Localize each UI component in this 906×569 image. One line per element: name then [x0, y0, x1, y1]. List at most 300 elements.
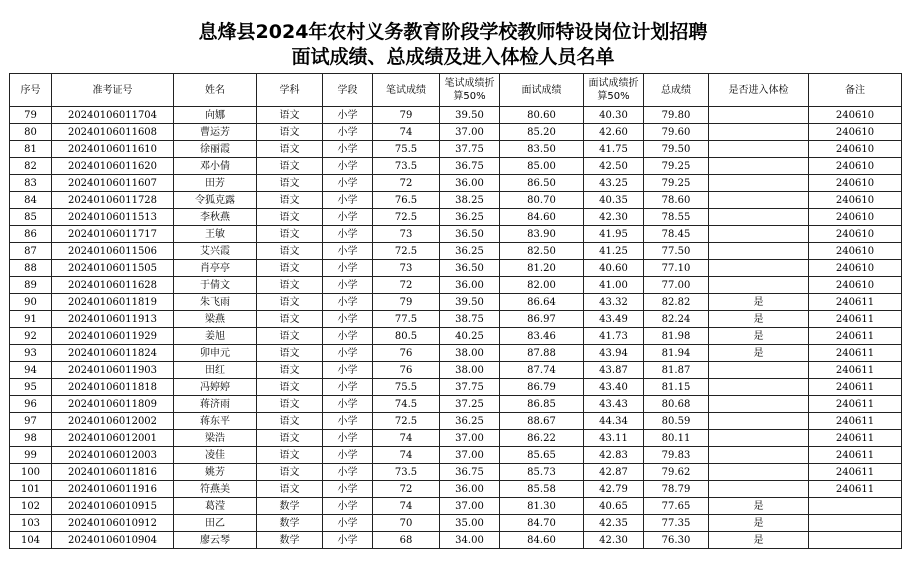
cell-total-score: 81.15 [644, 379, 709, 396]
cell-note: 240611 [809, 447, 902, 464]
cell-interview-score: 86.97 [500, 311, 584, 328]
cell-seq: 89 [10, 277, 52, 294]
table-row [10, 226, 902, 243]
cell-medical-check [709, 175, 809, 192]
cell-interview-score: 83.50 [500, 141, 584, 158]
cell-interview-pct: 43.87 [584, 362, 644, 379]
table-row [10, 430, 902, 447]
header-seq: 序号 [10, 74, 52, 107]
cell-stage: 小学 [323, 192, 373, 209]
table-row [10, 345, 902, 362]
cell-written-score: 75.5 [373, 141, 440, 158]
cell-interview-pct: 43.40 [584, 379, 644, 396]
cell-stage: 小学 [323, 124, 373, 141]
cell-total-score: 78.60 [644, 192, 709, 209]
cell-interview-pct: 41.73 [584, 328, 644, 345]
cell-written-pct: 36.25 [440, 243, 500, 260]
cell-medical-check [709, 124, 809, 141]
table-row [10, 362, 902, 379]
cell-written-pct: 36.00 [440, 175, 500, 192]
cell-name: 符燕美 [174, 481, 257, 498]
header-exam-id: 准考证号 [52, 74, 174, 107]
cell-seq: 94 [10, 362, 52, 379]
cell-interview-pct: 42.83 [584, 447, 644, 464]
cell-written-score: 70 [373, 515, 440, 532]
cell-subject: 语文 [257, 328, 323, 345]
cell-stage: 小学 [323, 328, 373, 345]
cell-written-pct: 37.00 [440, 498, 500, 515]
cell-written-pct: 37.00 [440, 447, 500, 464]
cell-written-score: 76 [373, 345, 440, 362]
cell-written-pct: 34.00 [440, 532, 500, 549]
cell-name: 冯婷婷 [174, 379, 257, 396]
cell-written-score: 72.5 [373, 243, 440, 260]
cell-note: 240611 [809, 413, 902, 430]
cell-name: 令狐克露 [174, 192, 257, 209]
cell-written-score: 75.5 [373, 379, 440, 396]
table-row [10, 260, 902, 277]
table-row [10, 515, 902, 532]
cell-seq: 104 [10, 532, 52, 549]
cell-interview-score: 81.20 [500, 260, 584, 277]
cell-name: 廖云琴 [174, 532, 257, 549]
cell-subject: 语文 [257, 192, 323, 209]
cell-stage: 小学 [323, 226, 373, 243]
cell-total-score: 82.82 [644, 294, 709, 311]
cell-stage: 小学 [323, 515, 373, 532]
cell-stage: 小学 [323, 447, 373, 464]
cell-name: 卯申元 [174, 345, 257, 362]
table-row [10, 498, 902, 515]
cell-written-score: 73 [373, 260, 440, 277]
cell-medical-check [709, 447, 809, 464]
table-row [10, 124, 902, 141]
cell-subject: 语文 [257, 447, 323, 464]
header-note: 备注 [809, 74, 902, 107]
cell-interview-pct: 40.60 [584, 260, 644, 277]
cell-interview-pct: 41.25 [584, 243, 644, 260]
cell-interview-score: 86.64 [500, 294, 584, 311]
cell-total-score: 79.50 [644, 141, 709, 158]
cell-written-score: 79 [373, 107, 440, 124]
cell-name: 姜旭 [174, 328, 257, 345]
cell-written-score: 72 [373, 481, 440, 498]
cell-name: 王敏 [174, 226, 257, 243]
cell-subject: 数学 [257, 515, 323, 532]
cell-seq: 101 [10, 481, 52, 498]
cell-written-pct: 40.25 [440, 328, 500, 345]
cell-interview-pct: 43.94 [584, 345, 644, 362]
cell-subject: 语文 [257, 226, 323, 243]
cell-seq: 100 [10, 464, 52, 481]
cell-seq: 87 [10, 243, 52, 260]
cell-written-pct: 36.75 [440, 158, 500, 175]
cell-medical-check [709, 192, 809, 209]
cell-note: 240611 [809, 396, 902, 413]
cell-total-score: 77.10 [644, 260, 709, 277]
cell-exam-id: 20240106012002 [52, 413, 174, 430]
cell-total-score: 82.24 [644, 311, 709, 328]
cell-name: 田芳 [174, 175, 257, 192]
cell-interview-pct: 43.32 [584, 294, 644, 311]
cell-subject: 数学 [257, 498, 323, 515]
cell-interview-pct: 40.35 [584, 192, 644, 209]
cell-note: 240610 [809, 243, 902, 260]
cell-total-score: 79.25 [644, 158, 709, 175]
cell-subject: 语文 [257, 311, 323, 328]
cell-name: 曹运芳 [174, 124, 257, 141]
cell-note: 240611 [809, 311, 902, 328]
cell-seq: 96 [10, 396, 52, 413]
cell-written-score: 74 [373, 447, 440, 464]
cell-seq: 82 [10, 158, 52, 175]
table-row [10, 532, 902, 549]
cell-written-score: 76.5 [373, 192, 440, 209]
cell-seq: 88 [10, 260, 52, 277]
table-row [10, 175, 902, 192]
cell-note: 240610 [809, 226, 902, 243]
cell-seq: 95 [10, 379, 52, 396]
cell-subject: 语文 [257, 243, 323, 260]
cell-medical-check: 是 [709, 532, 809, 549]
cell-name: 李秋燕 [174, 209, 257, 226]
cell-seq: 98 [10, 430, 52, 447]
cell-interview-score: 87.74 [500, 362, 584, 379]
cell-written-pct: 38.25 [440, 192, 500, 209]
cell-medical-check: 是 [709, 515, 809, 532]
cell-exam-id: 20240106011506 [52, 243, 174, 260]
table-row [10, 209, 902, 226]
cell-interview-pct: 40.65 [584, 498, 644, 515]
cell-written-pct: 36.00 [440, 481, 500, 498]
table-row [10, 107, 902, 124]
cell-written-pct: 38.00 [440, 345, 500, 362]
cell-subject: 语文 [257, 141, 323, 158]
cell-exam-id: 20240106011728 [52, 192, 174, 209]
cell-written-score: 72 [373, 277, 440, 294]
cell-exam-id: 20240106011608 [52, 124, 174, 141]
cell-subject: 语文 [257, 209, 323, 226]
cell-name: 朱飞雨 [174, 294, 257, 311]
cell-interview-pct: 42.50 [584, 158, 644, 175]
cell-medical-check [709, 464, 809, 481]
cell-name: 邓小倩 [174, 158, 257, 175]
cell-exam-id: 20240106011704 [52, 107, 174, 124]
cell-stage: 小学 [323, 277, 373, 294]
cell-total-score: 79.62 [644, 464, 709, 481]
cell-subject: 语文 [257, 260, 323, 277]
cell-written-pct: 36.00 [440, 277, 500, 294]
cell-seq: 85 [10, 209, 52, 226]
cell-subject: 语文 [257, 277, 323, 294]
cell-total-score: 81.98 [644, 328, 709, 345]
cell-written-score: 77.5 [373, 311, 440, 328]
cell-interview-pct: 41.75 [584, 141, 644, 158]
cell-seq: 97 [10, 413, 52, 430]
cell-exam-id: 20240106011809 [52, 396, 174, 413]
header-interview-pct-line2: 算50% [597, 91, 630, 102]
table-row [10, 447, 902, 464]
cell-subject: 语文 [257, 430, 323, 447]
cell-written-score: 68 [373, 532, 440, 549]
cell-seq: 91 [10, 311, 52, 328]
cell-interview-pct: 41.00 [584, 277, 644, 294]
cell-total-score: 79.80 [644, 107, 709, 124]
cell-interview-score: 84.60 [500, 209, 584, 226]
cell-name: 葛滢 [174, 498, 257, 515]
cell-exam-id: 20240106011628 [52, 277, 174, 294]
cell-medical-check [709, 260, 809, 277]
cell-exam-id: 20240106012001 [52, 430, 174, 447]
cell-exam-id: 20240106011819 [52, 294, 174, 311]
cell-interview-score: 82.00 [500, 277, 584, 294]
cell-interview-score: 80.60 [500, 107, 584, 124]
cell-interview-pct: 42.87 [584, 464, 644, 481]
results-table [9, 73, 902, 549]
cell-subject: 语文 [257, 175, 323, 192]
cell-exam-id: 20240106011824 [52, 345, 174, 362]
cell-interview-pct: 43.25 [584, 175, 644, 192]
header-written-pct-line1: 笔试成绩折 [444, 78, 495, 89]
cell-written-score: 74 [373, 430, 440, 447]
cell-interview-pct: 40.30 [584, 107, 644, 124]
cell-stage: 小学 [323, 294, 373, 311]
cell-stage: 小学 [323, 430, 373, 447]
cell-stage: 小学 [323, 379, 373, 396]
cell-subject: 语文 [257, 158, 323, 175]
cell-exam-id: 20240106011913 [52, 311, 174, 328]
cell-written-pct: 38.00 [440, 362, 500, 379]
table-row [10, 328, 902, 345]
cell-name: 田红 [174, 362, 257, 379]
cell-note: 240611 [809, 345, 902, 362]
cell-medical-check [709, 158, 809, 175]
table-row [10, 413, 902, 430]
cell-stage: 小学 [323, 158, 373, 175]
cell-medical-check: 是 [709, 498, 809, 515]
cell-written-pct: 38.75 [440, 311, 500, 328]
cell-total-score: 78.55 [644, 209, 709, 226]
cell-written-score: 72.5 [373, 209, 440, 226]
cell-interview-score: 86.79 [500, 379, 584, 396]
cell-interview-pct: 42.30 [584, 532, 644, 549]
cell-interview-score: 85.20 [500, 124, 584, 141]
cell-seq: 103 [10, 515, 52, 532]
header-interview-pct [584, 74, 644, 107]
cell-medical-check [709, 243, 809, 260]
table-row [10, 243, 902, 260]
cell-name: 梁浩 [174, 430, 257, 447]
table-row [10, 192, 902, 209]
cell-name: 肖亭亭 [174, 260, 257, 277]
cell-note: 240610 [809, 107, 902, 124]
table-row [10, 277, 902, 294]
cell-interview-pct: 41.95 [584, 226, 644, 243]
cell-medical-check: 是 [709, 328, 809, 345]
cell-written-pct: 36.50 [440, 226, 500, 243]
cell-subject: 语文 [257, 362, 323, 379]
cell-written-score: 73.5 [373, 158, 440, 175]
cell-exam-id: 20240106011513 [52, 209, 174, 226]
cell-name: 凌佳 [174, 447, 257, 464]
cell-stage: 小学 [323, 532, 373, 549]
cell-total-score: 79.25 [644, 175, 709, 192]
cell-interview-score: 81.30 [500, 498, 584, 515]
cell-name: 蒋东平 [174, 413, 257, 430]
cell-note: 240610 [809, 260, 902, 277]
cell-written-pct: 37.00 [440, 430, 500, 447]
cell-written-pct: 36.75 [440, 464, 500, 481]
cell-stage: 小学 [323, 396, 373, 413]
cell-total-score: 78.45 [644, 226, 709, 243]
cell-total-score: 81.94 [644, 345, 709, 362]
cell-written-score: 72.5 [373, 413, 440, 430]
cell-subject: 语文 [257, 464, 323, 481]
cell-medical-check [709, 107, 809, 124]
cell-written-pct: 37.00 [440, 124, 500, 141]
cell-exam-id: 20240106011717 [52, 226, 174, 243]
cell-medical-check [709, 396, 809, 413]
cell-name: 向娜 [174, 107, 257, 124]
table-row [10, 481, 902, 498]
cell-exam-id: 20240106011505 [52, 260, 174, 277]
cell-total-score: 76.30 [644, 532, 709, 549]
cell-interview-pct: 42.60 [584, 124, 644, 141]
cell-interview-score: 85.00 [500, 158, 584, 175]
cell-interview-score: 84.60 [500, 532, 584, 549]
cell-seq: 93 [10, 345, 52, 362]
table-row [10, 294, 902, 311]
cell-interview-pct: 43.11 [584, 430, 644, 447]
cell-note [809, 498, 902, 515]
table-row [10, 464, 902, 481]
header-written-score: 笔试成绩 [373, 74, 440, 107]
cell-interview-pct: 42.35 [584, 515, 644, 532]
cell-note: 240610 [809, 175, 902, 192]
cell-exam-id: 20240106012003 [52, 447, 174, 464]
cell-medical-check [709, 362, 809, 379]
cell-seq: 90 [10, 294, 52, 311]
cell-exam-id: 20240106010904 [52, 532, 174, 549]
cell-medical-check [709, 226, 809, 243]
cell-note: 240610 [809, 192, 902, 209]
cell-medical-check [709, 481, 809, 498]
cell-written-pct: 36.25 [440, 209, 500, 226]
cell-note: 240610 [809, 277, 902, 294]
document-title-line1: 息烽县2024年农村义务教育阶段学校教师特设岗位计划招聘 [198, 21, 708, 43]
cell-interview-score: 85.65 [500, 447, 584, 464]
cell-written-pct: 37.25 [440, 396, 500, 413]
cell-name: 姚芳 [174, 464, 257, 481]
cell-total-score: 79.60 [644, 124, 709, 141]
cell-written-score: 76 [373, 362, 440, 379]
cell-exam-id: 20240106011816 [52, 464, 174, 481]
cell-interview-pct: 44.34 [584, 413, 644, 430]
cell-subject: 语文 [257, 396, 323, 413]
cell-total-score: 77.65 [644, 498, 709, 515]
cell-written-pct: 36.25 [440, 413, 500, 430]
cell-seq: 80 [10, 124, 52, 141]
cell-total-score: 79.83 [644, 447, 709, 464]
cell-interview-score: 86.50 [500, 175, 584, 192]
cell-subject: 数学 [257, 532, 323, 549]
cell-stage: 小学 [323, 464, 373, 481]
cell-subject: 语文 [257, 413, 323, 430]
cell-subject: 语文 [257, 481, 323, 498]
cell-exam-id: 20240106011607 [52, 175, 174, 192]
table-body [10, 107, 902, 549]
cell-written-pct: 37.75 [440, 379, 500, 396]
header-stage: 学段 [323, 74, 373, 107]
cell-stage: 小学 [323, 243, 373, 260]
cell-note: 240610 [809, 124, 902, 141]
header-total-score: 总成绩 [644, 74, 709, 107]
cell-interview-score: 86.22 [500, 430, 584, 447]
cell-note: 240610 [809, 209, 902, 226]
cell-written-pct: 37.75 [440, 141, 500, 158]
cell-exam-id: 20240106011620 [52, 158, 174, 175]
cell-medical-check: 是 [709, 294, 809, 311]
table-row [10, 311, 902, 328]
cell-interview-score: 87.88 [500, 345, 584, 362]
cell-written-pct: 39.50 [440, 294, 500, 311]
cell-seq: 92 [10, 328, 52, 345]
cell-interview-score: 80.70 [500, 192, 584, 209]
cell-stage: 小学 [323, 260, 373, 277]
cell-seq: 84 [10, 192, 52, 209]
cell-name: 艾兴霞 [174, 243, 257, 260]
cell-medical-check [709, 430, 809, 447]
cell-stage: 小学 [323, 481, 373, 498]
cell-total-score: 80.59 [644, 413, 709, 430]
table-row [10, 396, 902, 413]
cell-stage: 小学 [323, 498, 373, 515]
cell-medical-check [709, 277, 809, 294]
cell-name: 于倩文 [174, 277, 257, 294]
cell-interview-pct: 43.43 [584, 396, 644, 413]
cell-note: 240611 [809, 481, 902, 498]
cell-name: 田乙 [174, 515, 257, 532]
cell-medical-check [709, 413, 809, 430]
cell-seq: 83 [10, 175, 52, 192]
cell-interview-score: 83.90 [500, 226, 584, 243]
header-written-pct-line2: 算50% [453, 91, 486, 102]
cell-seq: 99 [10, 447, 52, 464]
cell-note: 240611 [809, 362, 902, 379]
document-title-line2: 面试成绩、总成绩及进入体检人员名单 [291, 46, 615, 68]
cell-written-score: 74.5 [373, 396, 440, 413]
cell-subject: 语文 [257, 379, 323, 396]
cell-subject: 语文 [257, 124, 323, 141]
cell-interview-score: 84.70 [500, 515, 584, 532]
cell-written-score: 79 [373, 294, 440, 311]
cell-written-pct: 36.50 [440, 260, 500, 277]
header-written-pct [440, 74, 500, 107]
cell-stage: 小学 [323, 209, 373, 226]
cell-name: 蒋济雨 [174, 396, 257, 413]
cell-note [809, 532, 902, 549]
table-row [10, 141, 902, 158]
cell-written-score: 73 [373, 226, 440, 243]
header-medical-check: 是否进入体检 [709, 74, 809, 107]
header-interview-score: 面试成绩 [500, 74, 584, 107]
header-subject: 学科 [257, 74, 323, 107]
cell-medical-check: 是 [709, 345, 809, 362]
cell-written-score: 73.5 [373, 464, 440, 481]
cell-written-pct: 35.00 [440, 515, 500, 532]
cell-name: 梁燕 [174, 311, 257, 328]
cell-medical-check [709, 209, 809, 226]
